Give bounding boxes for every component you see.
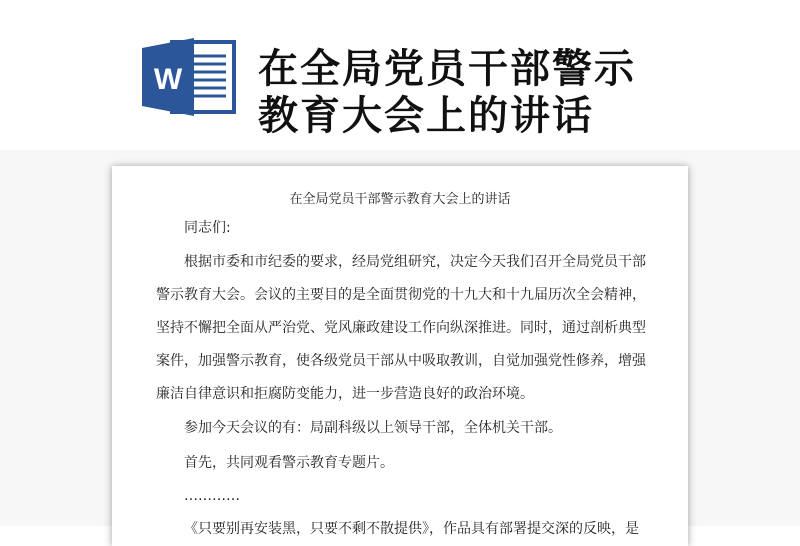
doc-line: 案件，加强警示教育，使各级党员干部从中吸取教训，自觉加强党性修养，增强 [156, 353, 646, 369]
doc-line-salutation: 同志们: [184, 220, 231, 236]
document-title: 在全局党员干部警示教育大会上的讲话 [289, 192, 511, 207]
doc-line-ellipsis: ………… [184, 488, 240, 504]
doc-line: 首先，共同观看警示教育专题片。 [184, 455, 394, 471]
doc-line: 坚持不懈把全面从严治党、党风廉政建设工作向纵深推进。同时，通过剖析典型 [156, 320, 646, 336]
doc-line-partial: 《只要别再安装黑，只要不剩不散提供》，作品具有部署提交深的反映，是 [184, 521, 639, 537]
doc-line: 警示教育大会。会议的主要目的是全面贯彻党的十九大和十九届历次全会精神， [156, 287, 646, 303]
doc-line: 根据市委和市纪委的要求，经局党组研究，决定今天我们召开全局党员干部 [184, 254, 646, 270]
banner-title-line-1: 在全局党员干部警示 [258, 46, 636, 92]
banner-title-line-2: 教育大会上的讲话 [258, 93, 594, 139]
word-document-icon [142, 38, 238, 116]
document-page [112, 166, 688, 546]
word-icon-letter: W [153, 63, 183, 96]
banner [0, 0, 800, 150]
doc-line: 廉洁自律意识和拒腐防变能力，进一步营造良好的政治环境。 [156, 386, 534, 402]
doc-line: 参加今天会议的有：局副科级以上领导干部，全体机关干部。 [184, 420, 562, 436]
